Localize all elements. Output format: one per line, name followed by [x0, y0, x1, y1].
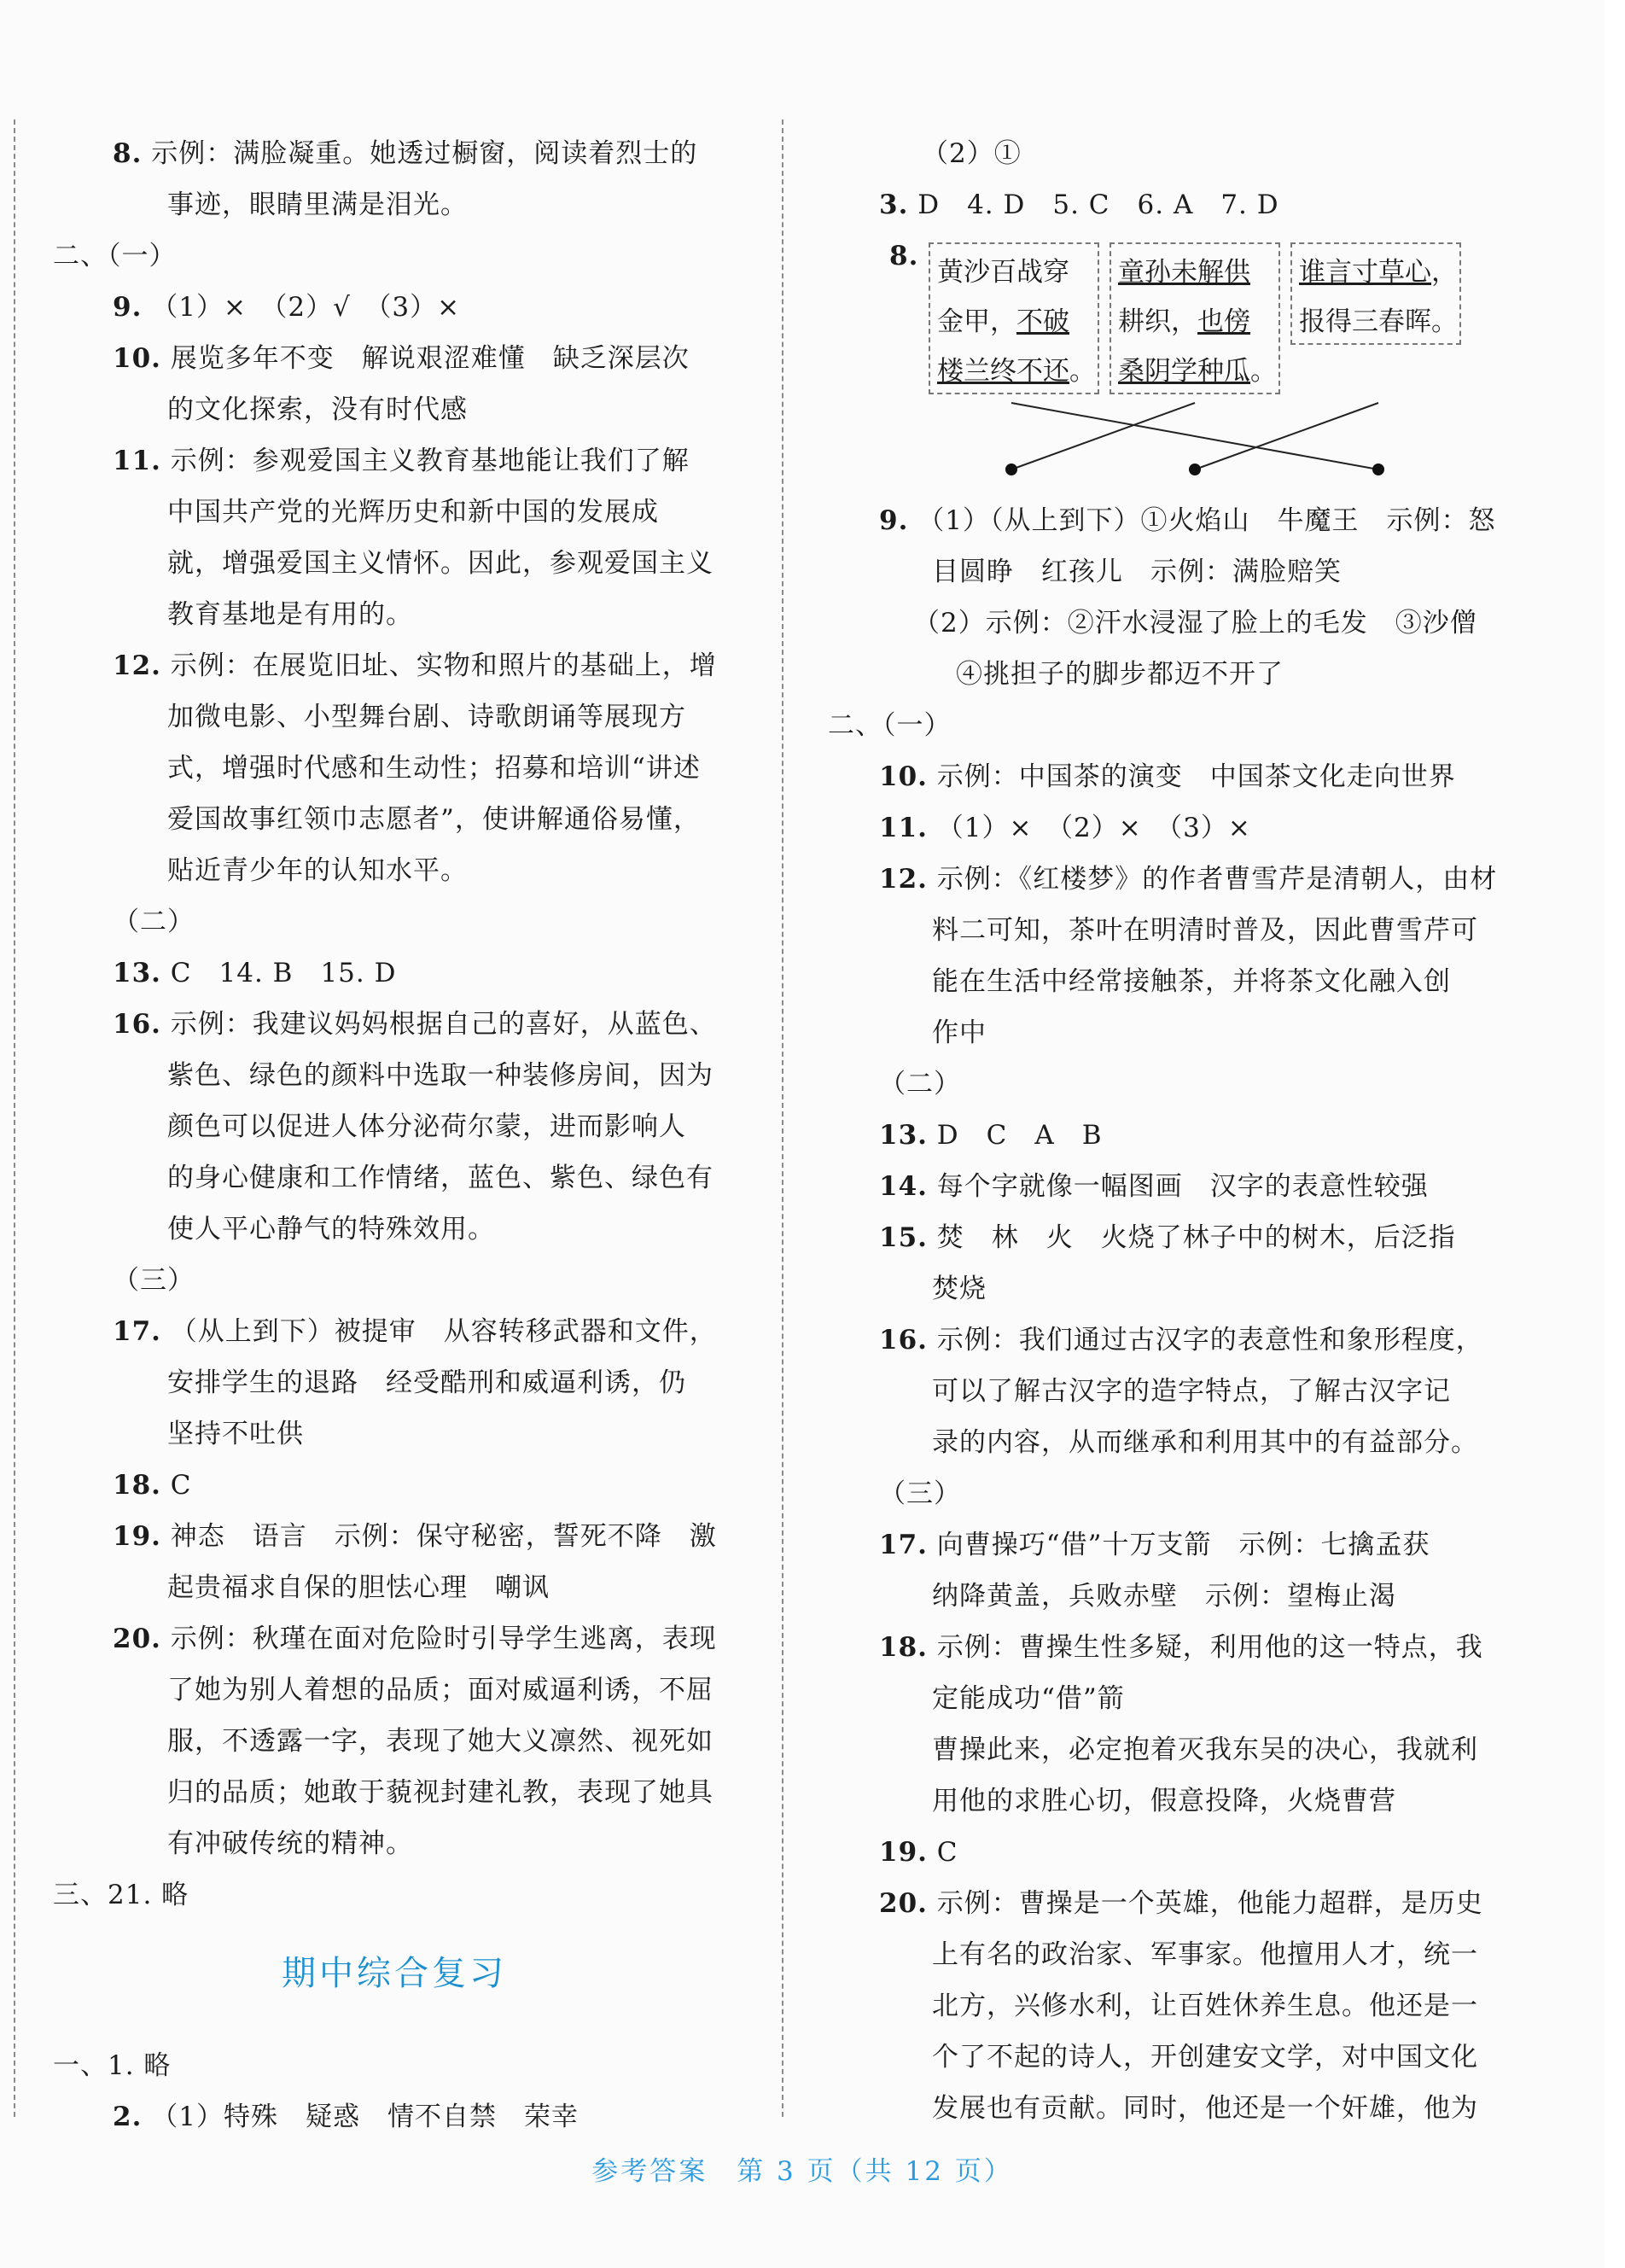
answer-text: 了她为别人着想的品质；面对威逼利诱，不屈	[167, 1675, 713, 1705]
answer-text: 示例：满脸凝重。她透过橱窗，阅读着烈士的	[142, 138, 698, 169]
answer-text: 焚烧	[932, 1274, 987, 1304]
answer-text: （1）（从上到下）①火焰山 牛魔王 示例：怒	[908, 505, 1496, 536]
answer-continuation-line	[53, 1665, 743, 1716]
question-number: 8.	[889, 241, 919, 271]
answer-continuation-line	[828, 956, 1511, 1007]
answer-text: 曹操此来，必定抱着灭我东吴的决心，我就利	[932, 1735, 1478, 1765]
answer-continuation-line	[828, 2032, 1511, 2083]
question-number: 12.	[879, 864, 928, 895]
answer-text: C	[927, 1837, 958, 1868]
binding-margin-line	[14, 120, 15, 2117]
answer-line	[53, 2091, 743, 2143]
answer-continuation-line	[828, 1724, 1511, 1775]
answer-text: 安排学生的退路 经受酷刑和威逼利诱，仍	[167, 1367, 686, 1398]
question-number: 11.	[879, 813, 928, 843]
answer-continuation-line	[53, 896, 743, 947]
question-number: 16.	[113, 1009, 161, 1040]
question-8-matching	[828, 230, 1511, 487]
answer-continuation-line	[828, 1007, 1511, 1058]
answer-text: 三、21. 略	[53, 1880, 189, 1910]
answer-text: 归的品质；她敢于藐视封建礼教，表现了她具	[167, 1777, 713, 1808]
section-heading: 期中综合复习	[282, 1954, 507, 1993]
question-number: 16.	[879, 1325, 928, 1356]
poem-box-2: 童孙未解供 耕织，也傍 桑阴学种瓜。	[1110, 242, 1280, 394]
answer-text: （1）× （2）× （3）×	[927, 813, 1251, 843]
answer-text: 示例：曹操生性多疑，利用他的这一特点，我	[927, 1632, 1483, 1663]
answer-continuation-line	[828, 1417, 1511, 1468]
answer-line	[53, 640, 743, 691]
answer-text: 示例：我建议妈妈根据自己的喜好，从蓝色、	[160, 1009, 717, 1040]
answer-line	[828, 802, 1511, 854]
answer-text: 作中	[932, 1017, 987, 1048]
question-number: 9.	[879, 505, 909, 536]
answer-text: 发展也有贡献。同时，他还是一个奸雄，他为	[932, 2093, 1478, 2124]
answer-text: 示例：参观爱国主义教育基地能让我们了解	[160, 446, 690, 476]
right-column-top	[828, 128, 1511, 230]
question-number: 15.	[879, 1222, 928, 1253]
answer-text: 颜色可以促进人体分泌荷尔蒙，进而影响人	[167, 1111, 686, 1142]
answer-text: 教育基地是有用的。	[167, 599, 413, 630]
answer-text: 式，增强时代感和生动性；招募和培训“讲述	[167, 753, 701, 784]
answer-continuation-line	[53, 1562, 743, 1613]
answer-text: 可以了解古汉字的造字特点，了解古汉字记	[932, 1376, 1451, 1407]
answer-text: 示例：在展览旧址、实物和照片的基础上，增	[160, 650, 717, 681]
match-line-1	[1011, 403, 1378, 469]
answer-continuation-line	[53, 538, 743, 589]
matching-lines	[828, 230, 1511, 487]
answer-text: （三）	[113, 1265, 195, 1296]
answer-line	[828, 1315, 1511, 1366]
answer-line	[53, 1613, 743, 1665]
answer-continuation-line	[828, 1058, 1511, 1110]
answer-continuation-line	[828, 1571, 1511, 1622]
answer-continuation-line	[828, 649, 1511, 700]
answer-line	[828, 1519, 1511, 1571]
right-column	[828, 495, 1511, 2134]
answer-text: 有冲破传统的精神。	[167, 1828, 413, 1859]
answer-text: 每个字就像一幅图画 汉字的表意性较强	[927, 1171, 1429, 1202]
answer-continuation-line	[53, 1716, 743, 1767]
answer-continuation-line	[828, 1366, 1511, 1417]
question-number: 11.	[113, 446, 161, 476]
answer-text: （2）①	[922, 138, 1022, 169]
answer-text: （三）	[879, 1478, 961, 1509]
answer-text: 神态 语言 示例：保守秘密，誓死不降 激	[160, 1521, 717, 1552]
answer-line	[53, 1306, 743, 1357]
answer-text: 能在生活中经常接触茶，并将茶文化融入创	[932, 966, 1451, 997]
answer-continuation-line	[53, 691, 743, 743]
answer-continuation-line	[53, 1152, 743, 1204]
question-number: 17.	[113, 1316, 161, 1347]
answer-continuation-line	[53, 230, 743, 282]
answer-line	[828, 1878, 1511, 1929]
question-number: 18.	[879, 1632, 928, 1663]
answer-text: 向曹操巧“借”十万支箭 示例：七擒孟获	[927, 1530, 1430, 1560]
answer-line	[828, 1212, 1511, 1263]
answer-text: 加微电影、小型舞台剧、诗歌朗诵等展现方	[167, 702, 686, 732]
answer-text: 展览多年不变 解说艰涩难懂 缺乏深层次	[160, 343, 690, 374]
answer-continuation-line	[53, 845, 743, 896]
answer-text: （二）	[113, 907, 195, 937]
answer-line	[828, 1622, 1511, 1673]
answer-line	[53, 1511, 743, 1562]
answer-text: 就，增强爱国主义情怀。因此，参观爱国主义	[167, 548, 713, 579]
answer-line	[828, 179, 1511, 230]
answer-line	[828, 854, 1511, 905]
answer-text: D C A B	[927, 1120, 1103, 1151]
answer-text: C	[160, 1470, 192, 1501]
answer-continuation-line	[828, 1980, 1511, 2032]
answer-line	[828, 1827, 1511, 1878]
answer-text: 料二可知，茶叶在明清时普及，因此曹雪芹可	[932, 915, 1478, 946]
answer-text: 示例：曹操是一个英雄，他能力超群，是历史	[927, 1888, 1483, 1919]
answer-continuation-line	[53, 179, 743, 230]
answer-continuation-line	[53, 1767, 743, 1818]
poem-box-3: 谁言寸草心， 报得三春晖。	[1290, 242, 1461, 345]
question-number: 9.	[113, 292, 143, 323]
answer-text: 中国共产党的光辉历史和新中国的发展成	[167, 497, 659, 528]
question-number: 14.	[879, 1171, 928, 1202]
answer-text: 贴近青少年的认知水平。	[167, 855, 468, 886]
answer-text: 的身心健康和工作情绪，蓝色、紫色、绿色有	[167, 1163, 713, 1193]
answer-continuation-line	[828, 546, 1511, 598]
answer-continuation-line	[828, 1673, 1511, 1724]
question-number: 18.	[113, 1470, 161, 1501]
answer-text: 使人平心静气的特殊效用。	[167, 1214, 495, 1245]
answer-continuation-line	[53, 794, 743, 845]
question-number: 19.	[879, 1837, 928, 1868]
question-number: 17.	[879, 1530, 928, 1560]
answer-continuation-line	[53, 487, 743, 538]
answer-text: 坚持不吐供	[167, 1419, 304, 1449]
answer-text: ④挑担子的脚步都迈不开了	[956, 659, 1284, 690]
match-dot-3	[1372, 464, 1384, 475]
answer-line	[53, 128, 743, 179]
answer-text: 示例：《红楼梦》的作者曹雪芹是清朝人，由材	[927, 864, 1498, 895]
question-number: 20.	[879, 1888, 928, 1919]
answer-text: （1）特殊 疑惑 情不自禁 荣幸	[142, 2102, 579, 2132]
answer-text: 焚 林 火 火烧了林子中的树木，后泛指	[927, 1222, 1456, 1253]
answer-text: （从上到下）被提审 从容转移武器和文件，	[160, 1316, 717, 1347]
answer-line	[53, 999, 743, 1050]
match-line-2	[1011, 403, 1195, 469]
answer-continuation-line	[828, 700, 1511, 751]
question-number: 8.	[113, 138, 143, 169]
answer-continuation-line	[828, 905, 1511, 956]
answer-text: 二、（一）	[828, 710, 952, 741]
answer-text: （1）× （2）√ （3）×	[142, 292, 461, 323]
answer-line	[828, 1161, 1511, 1212]
answer-continuation-line	[53, 589, 743, 640]
answer-continuation-line	[828, 1468, 1511, 1519]
answer-line	[828, 495, 1511, 546]
answer-line	[53, 1460, 743, 1511]
match-dot-2	[1189, 464, 1201, 475]
answer-text: 目圆睁 红孩儿 示例：满脸赔笑	[932, 557, 1342, 587]
answer-line	[828, 751, 1511, 802]
answer-text: 录的内容，从而继承和利用其中的有益部分。	[932, 1427, 1478, 1458]
question-number: 2.	[113, 2102, 143, 2132]
answer-continuation-line	[828, 1263, 1511, 1315]
answer-continuation-line	[53, 743, 743, 794]
question-number: 13.	[879, 1120, 928, 1151]
answer-text: 个了不起的诗人，开创建安文学，对中国文化	[932, 2042, 1478, 2073]
question-number: 12.	[113, 650, 161, 681]
answer-text: C 14. B 15. D	[160, 958, 397, 988]
answer-text: 用他的求胜心切，假意投降，火烧曹营	[932, 1786, 1396, 1816]
answer-text: 定能成功“借”箭	[932, 1683, 1125, 1714]
answer-text: 上有名的政治家、军事家。他擅用人才，统一	[932, 1939, 1478, 1970]
answer-text: 示例：秋瑾在面对危险时引导学生逃离，表现	[160, 1624, 717, 1654]
poem-box-1: 黄沙百战穿 金甲，不破 楼兰终不还。	[929, 242, 1099, 394]
answer-continuation-line	[828, 2083, 1511, 2134]
answer-continuation-line	[53, 1050, 743, 1101]
left-column	[53, 128, 743, 1921]
answer-text: 北方，兴修水利，让百姓休养生息。他还是一	[932, 1991, 1478, 2021]
answer-text: 示例：我们通过古汉字的表意性和象形程度，	[927, 1325, 1483, 1356]
answer-text: （二）	[879, 1069, 961, 1099]
answer-text: 一、1. 略	[53, 2050, 172, 2081]
answer-line	[53, 947, 743, 999]
page-footer: 参考答案 第 3 页（共 12 页）	[591, 2156, 1013, 2187]
answer-text: （2）示例：②汗水浸湿了脸上的毛发 ③沙僧	[913, 608, 1477, 638]
question-number: 3.	[879, 189, 909, 220]
question-number: 20.	[113, 1624, 161, 1654]
answer-text: 纳降黄盖，兵败赤壁 示例：望梅止渴	[932, 1581, 1396, 1612]
answer-text: 的文化探索，没有时代感	[167, 394, 468, 425]
answer-text: 紫色、绿色的颜料中选取一种装修房间，因为	[167, 1060, 713, 1091]
answer-continuation-line	[53, 1357, 743, 1408]
answer-text: D 4. D 5. C 6. A 7. D	[908, 189, 1279, 220]
answer-continuation-line	[828, 1929, 1511, 1980]
answer-continuation-line	[53, 2040, 743, 2091]
match-dot-1	[1005, 464, 1017, 475]
answer-line	[53, 435, 743, 487]
answer-continuation-line	[53, 1101, 743, 1152]
question-number: 13.	[113, 958, 161, 988]
question-number: 10.	[113, 343, 161, 374]
answer-line	[828, 1110, 1511, 1161]
question-number: 10.	[879, 761, 928, 792]
answer-continuation-line	[53, 1204, 743, 1255]
answer-text: 爱国故事红领巾志愿者”，使讲解通俗易懂，	[167, 804, 701, 835]
answer-line	[53, 282, 743, 333]
answer-continuation-line	[828, 598, 1511, 649]
answer-continuation-line	[828, 128, 1511, 179]
answer-continuation-line	[53, 1869, 743, 1921]
answer-text: 示例：中国茶的演变 中国茶文化走向世界	[927, 761, 1456, 792]
answer-text: 服，不透露一字，表现了她大义凛然、视死如	[167, 1726, 713, 1757]
match-line-3	[1195, 403, 1378, 469]
left-column-after-heading	[53, 2040, 743, 2143]
answer-continuation-line	[53, 384, 743, 435]
answer-continuation-line	[53, 1255, 743, 1306]
answer-text: 二、（一）	[53, 241, 177, 271]
answer-continuation-line	[53, 1818, 743, 1869]
question-number: 19.	[113, 1521, 161, 1552]
answer-text: 事迹，眼睛里满是泪光。	[167, 189, 468, 220]
answer-line	[53, 333, 743, 384]
column-divider	[782, 120, 783, 2117]
answer-continuation-line	[53, 1408, 743, 1460]
answer-text: 起贵福求自保的胆怯心理 嘲讽	[167, 1572, 550, 1603]
answer-continuation-line	[828, 1775, 1511, 1827]
